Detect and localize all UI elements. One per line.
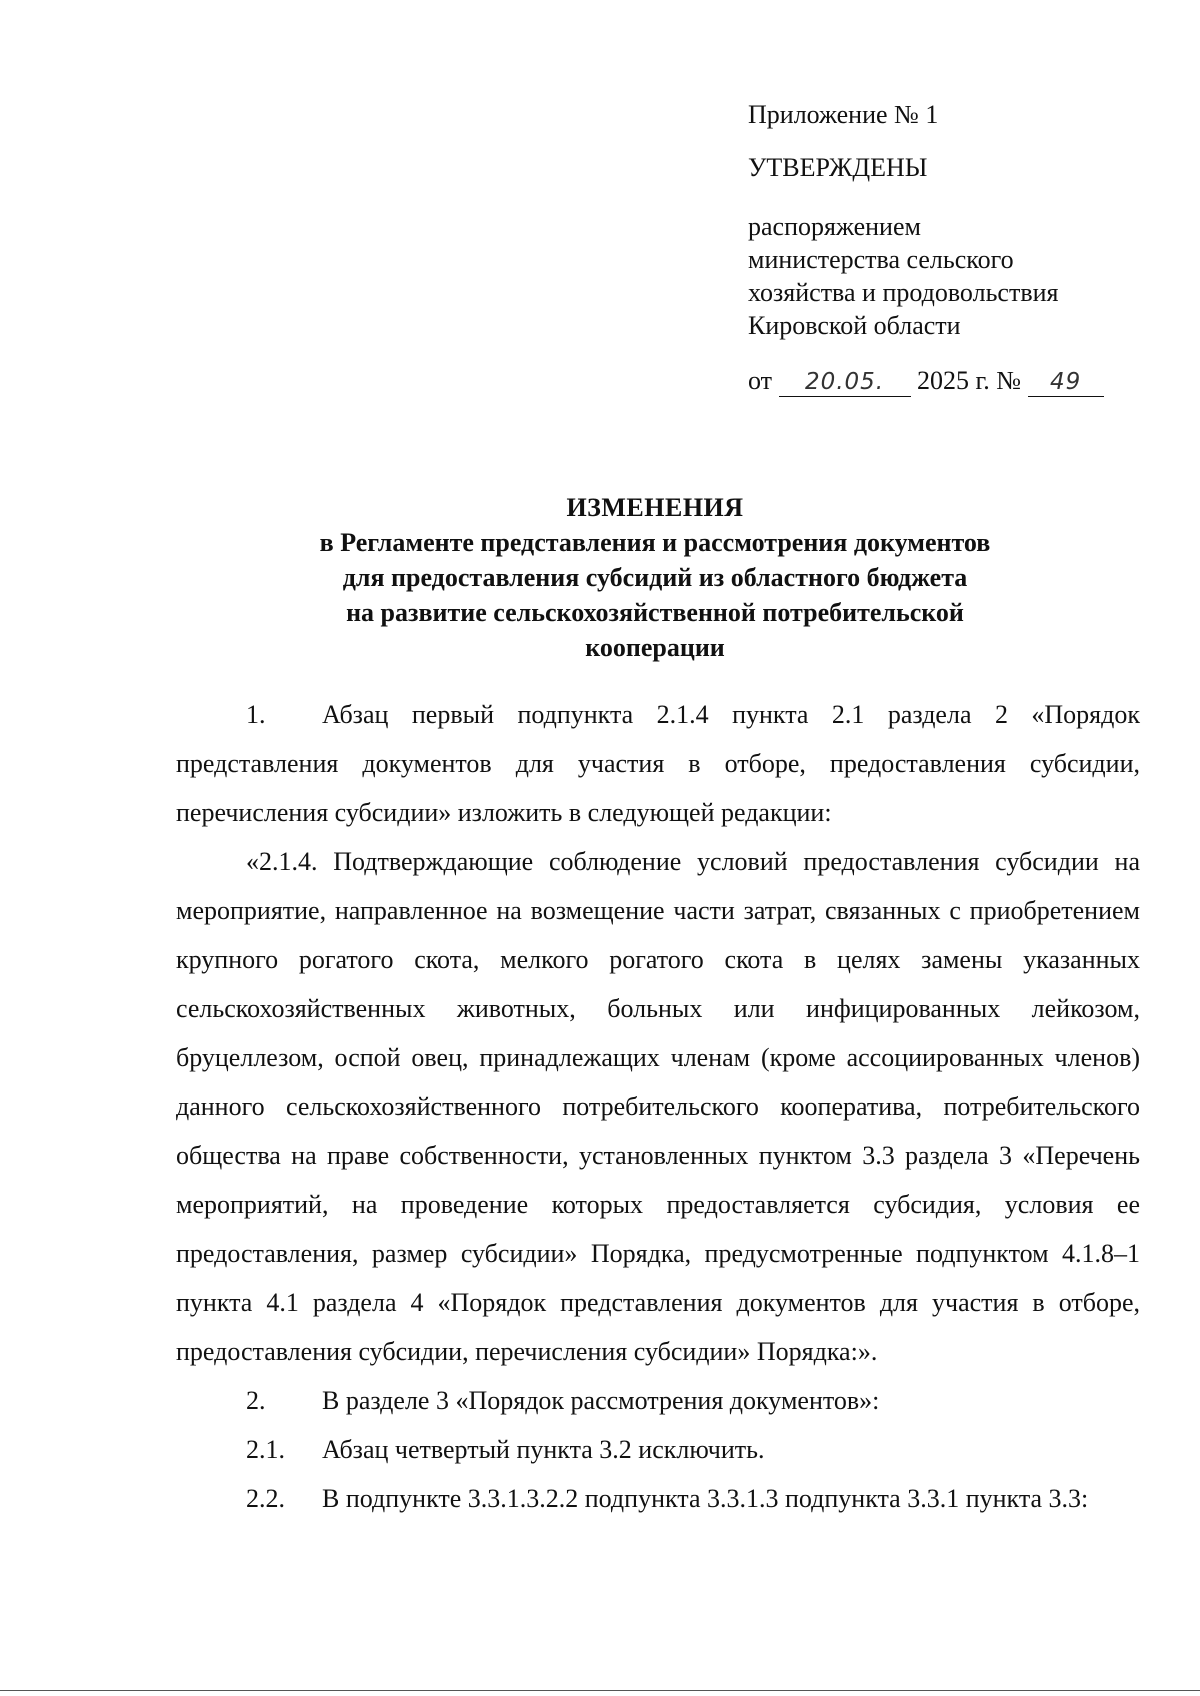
document-title	[170, 490, 1140, 665]
authority-line: распоряжением	[748, 212, 921, 241]
paragraph-2-2	[176, 1474, 1140, 1523]
page-bottom-edge	[0, 1690, 1200, 1691]
paragraph-quote	[176, 837, 1140, 1376]
title-line: для предоставления субсидий из областного бюджета	[342, 563, 968, 592]
authority-line: хозяйства и продовольствия	[748, 278, 1059, 307]
year-number-text: 2025 г. №	[917, 366, 1022, 395]
handwritten-number: 49	[1049, 369, 1082, 395]
paragraph-2	[176, 1376, 1140, 1425]
document-body	[176, 690, 1140, 1523]
title-main: ИЗМЕНЕНИЯ	[566, 493, 744, 522]
paragraph-text: В подпункте 3.3.1.3.2.2 подпункта 3.3.1.3 подпункта 3.3.1 пункта 3.3:	[322, 1484, 1089, 1513]
title-line: в Регламенте представления и рассмотрения документов	[319, 528, 991, 557]
paragraph-text: В разделе 3 «Порядок рассмотрения документов»:	[322, 1386, 880, 1415]
date-prefix: от	[748, 366, 773, 395]
handwritten-date: 20.05.	[804, 369, 885, 395]
issuing-authority	[748, 210, 1148, 342]
item-number: 2.1.	[246, 1435, 285, 1464]
title-line: кооперации	[585, 633, 725, 662]
authority-line: Кировской области	[748, 311, 961, 340]
paragraph-text: Абзац четвертый пункта 3.2 исключить.	[322, 1435, 765, 1464]
authority-line: министерства сельского	[748, 245, 1014, 274]
paragraph-2-1	[176, 1425, 1140, 1474]
approval-block	[748, 98, 1148, 397]
paragraph-1	[176, 690, 1140, 837]
item-number: 2.	[246, 1386, 266, 1415]
title-line: на развитие сельскохозяйственной потребительской	[346, 598, 964, 627]
appendix-label: Приложение № 1	[748, 100, 939, 129]
approved-label: УТВЕРЖДЕНЫ	[748, 153, 928, 182]
paragraph-text: «2.1.4. Подтверждающие соблюдение условий предоставления субсидии на мероприятие, направленное на возмещение части затрат, связанных с приобретением крупного рогатого скота, мелкого рогатого скота в целях замены указанных сельскохозяйственных животных, больных или инфицированных лейкозом, бруцеллезом, оспой овец, принадлежащих членам (кроме ассоциированных членов) данного сельскохозяйственного потребительского кооператива, потребительского общества на праве собственности, установленных пунктом 3.3 раздела 3 «Перечень мероприятий, на проведение которых предоставляется субсидия, условия ее предоставления, размер субсидии» Порядка, предусмотренные подпунктом 4.1.8–1 пункта 4.1 раздела 4 «Порядок представления документов для участия в отборе, предоставления субсидии, перечисления субсидии» Порядка:».	[176, 847, 1140, 1366]
date-number-line	[748, 364, 1148, 397]
item-number: 2.2.	[246, 1484, 285, 1513]
number-field	[1028, 366, 1104, 397]
item-number: 1.	[246, 700, 266, 729]
paragraph-text: Абзац первый подпункта 2.1.4 пункта 2.1 раздела 2 «Порядок представления документов для участия в отборе, предоставления субсидии, перечисления субсидии» изложить в следующей редакции:	[176, 700, 1140, 827]
date-field	[779, 366, 911, 397]
